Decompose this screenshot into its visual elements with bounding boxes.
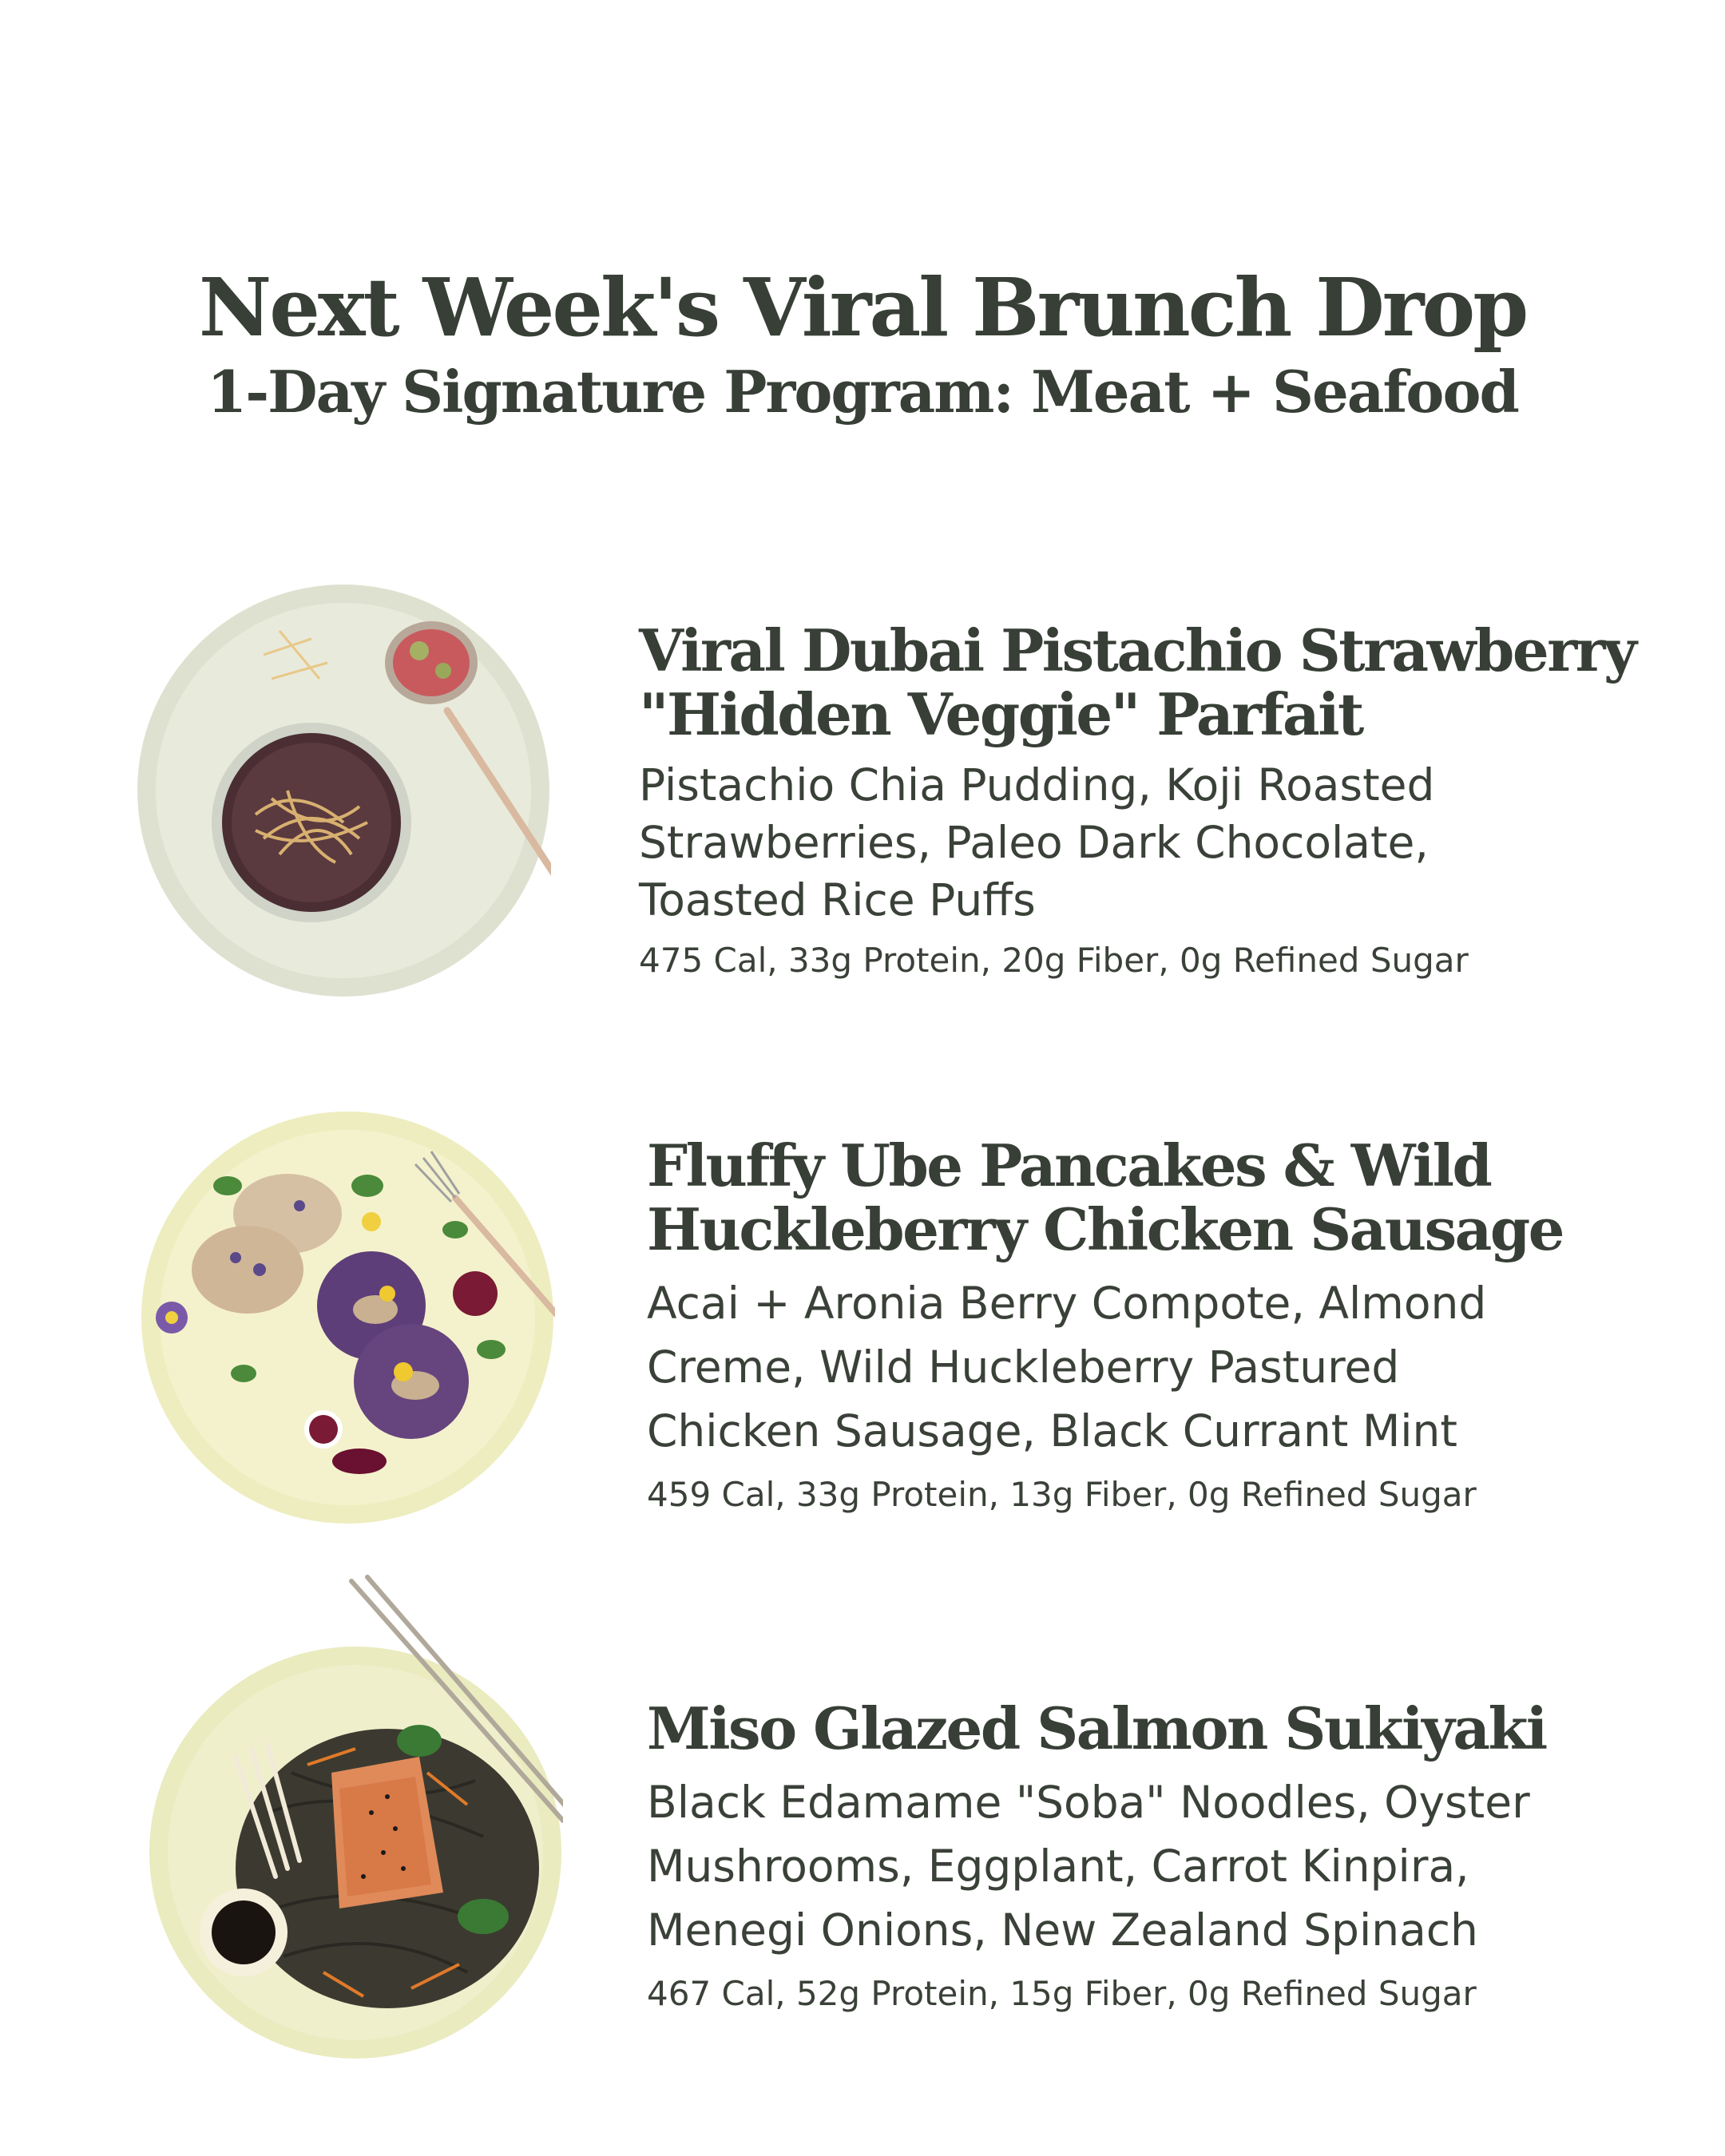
item-title: [647, 1694, 1685, 1762]
salmon-text: [647, 1694, 1685, 2018]
item-title: [647, 1134, 1685, 1262]
item-description-line: Acai + Aronia Berry Compote, Almond: [647, 1278, 1487, 1329]
item-description-line: Toasted Rice Puffs: [639, 874, 1036, 925]
item-title-line: "Hidden Veggie" Parfait: [639, 680, 1362, 748]
item-description-line: Chicken Sausage, Black Currant Mint: [647, 1405, 1457, 1456]
item-description-line: Black Edamame "Soba" Noodles, Oyster: [647, 1777, 1530, 1828]
salmon-plate-photo: [148, 1573, 563, 2068]
item-description: [647, 1770, 1685, 1962]
page-subtitle: 1-Day Signature Program: Meat + Seafood: [207, 358, 1518, 426]
item-title: [639, 616, 1677, 748]
item-title-line: Huckleberry Chicken Sausage: [647, 1195, 1563, 1263]
parfait-plate-photo: [136, 583, 551, 998]
menu-item-pancakes: [0, 1110, 1725, 1533]
pancakes-plate-photo: [140, 1110, 555, 1525]
item-title-line: Miso Glazed Salmon Sukiyaki: [647, 1694, 1546, 1762]
item-description: [639, 756, 1677, 929]
header: [0, 260, 1725, 429]
item-description-line: Pistachio Chia Pudding, Koji Roasted: [639, 759, 1435, 810]
item-description-line: Mushrooms, Eggplant, Carrot Kinpira,: [647, 1841, 1469, 1892]
page-title: Next Week's Viral Brunch Drop: [198, 260, 1527, 355]
parfait-text: [639, 616, 1677, 985]
menu-item-parfait: [0, 583, 1725, 1006]
item-description: [647, 1271, 1685, 1463]
pancakes-text: [647, 1134, 1685, 1519]
item-nutrition: 475 Cal, 33g Protein, 20g Fiber, 0g Refined Sugar: [639, 941, 1469, 980]
item-description-line: Menegi Onions, New Zealand Spinach: [647, 1904, 1478, 1956]
item-nutrition: 467 Cal, 52g Protein, 15g Fiber, 0g Refined Sugar: [647, 1974, 1477, 2013]
item-nutrition: 459 Cal, 33g Protein, 13g Fiber, 0g Refined Sugar: [647, 1475, 1477, 1514]
item-title-line: Fluffy Ube Pancakes & Wild: [647, 1132, 1491, 1199]
item-description-line: Strawberries, Paleo Dark Chocolate,: [639, 817, 1429, 868]
item-title-line: Viral Dubai Pistachio Strawberry: [639, 616, 1636, 684]
menu-item-salmon: [0, 1573, 1725, 2068]
item-description-line: Creme, Wild Huckleberry Pastured: [647, 1342, 1400, 1393]
